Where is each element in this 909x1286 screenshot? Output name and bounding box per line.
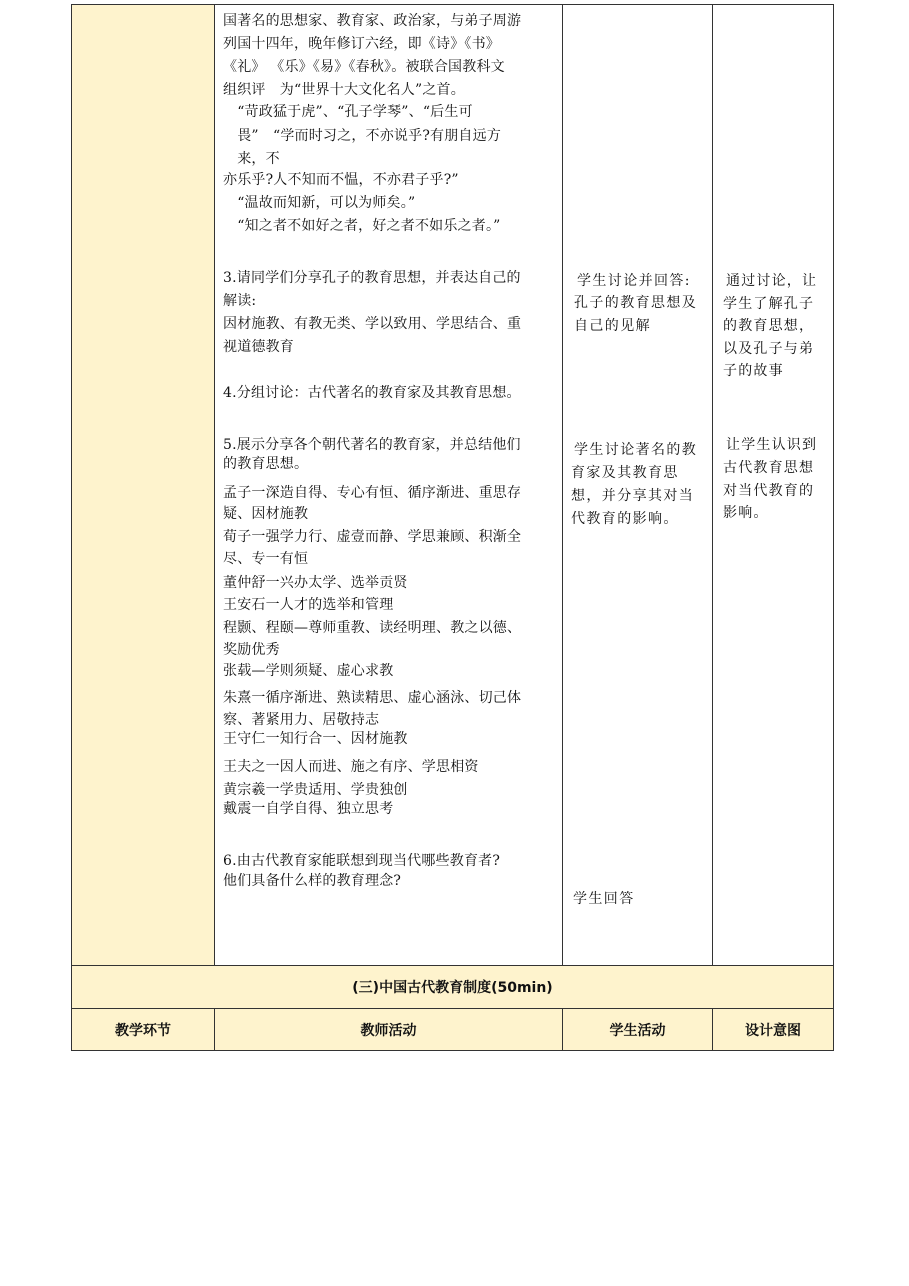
teacher-line: 程颢、程颐—尊师重教、读经明理、教之以德、: [223, 620, 522, 636]
teacher-line: 尽、专一有恒: [223, 551, 309, 567]
teacher-line: “温故而知新，可以为师矣。”: [223, 195, 416, 211]
teacher-line: 王守仁一知行合一、因材施教: [223, 731, 408, 747]
design-line: 以及孔子与弟: [723, 341, 815, 357]
teacher-line: “苛政猛于虎”、“孔子学琴”、“后生可: [223, 104, 473, 120]
teacher-line: 组织评 为“世界十大文化名人”之首。: [223, 82, 465, 98]
teacher-line: 畏” “学而时习之，不亦说乎?有朋自远方: [223, 128, 502, 144]
design-line: 让学生认识到: [726, 437, 818, 453]
design-intent-cell: [713, 5, 833, 965]
teacher-line: 奖励优秀: [223, 642, 280, 658]
teacher-line: 因材施教、有教无类、学以致用、学思结合、重: [223, 316, 522, 332]
design-line: 影响。: [723, 505, 769, 521]
header-design-intent: 设计意图: [745, 1022, 801, 1039]
teacher-line: 解读:: [223, 293, 257, 309]
student-line: 育家及其教育思: [571, 465, 679, 481]
student-line: 学生回答: [573, 891, 635, 907]
teacher-line: 察、著紧用力、居敬持志: [223, 712, 380, 728]
teacher-line: 荀子一强学力行、虚壹而静、学思兼顾、积渐全: [223, 529, 522, 545]
teacher-line: 列国十四年，晚年修订六经，即《诗》《书》: [223, 36, 500, 52]
design-line: 古代教育思想: [723, 460, 815, 476]
teacher-line: 戴震一自学自得、独立思考: [223, 801, 394, 817]
design-line: 的教育思想，: [723, 318, 815, 334]
teacher-line: 疑、因材施教: [223, 506, 309, 522]
student-line: 代教育的影响。: [571, 511, 679, 527]
design-line: 子的故事: [723, 363, 784, 379]
content-row: [71, 4, 834, 965]
student-line: 孔子的教育思想及: [574, 295, 698, 311]
teacher-activity-cell: [215, 5, 563, 965]
design-line: 对当代教育的: [723, 483, 815, 499]
teacher-line: 的教育思想。: [223, 456, 309, 472]
teacher-line: 朱熹一循序渐进、熟读精思、虚心涵泳、切己体: [223, 690, 522, 706]
teacher-line: 董仲舒一兴办太学、选举贡贤: [223, 575, 408, 591]
student-line: 学生讨论著名的教: [574, 442, 698, 458]
teacher-line: 国著名的思想家、教育家、政治家，与弟子周游: [223, 13, 522, 29]
section-title: (三)中国古代教育制度(50min): [352, 980, 553, 996]
design-line: 学生了解孔子: [723, 296, 815, 312]
teacher-line: 《礼》 《乐》《易》《春秋》。被联合国教科文: [223, 59, 505, 75]
design-line: 通过讨论，让: [726, 273, 818, 289]
teacher-line: 孟子一深造自得、专心有恒、循序渐进、重思存: [223, 485, 522, 501]
student-activity-cell: [563, 5, 713, 965]
teacher-line: 4.分组讨论：古代著名的教育家及其教育思想。: [223, 385, 521, 401]
student-line: 想，并分享其对当: [571, 488, 695, 504]
teacher-line: 6.由古代教育家能联想到现当代哪些教育者?: [223, 853, 501, 869]
teacher-line: 来，不: [223, 151, 280, 167]
header-teaching-stage: 教学环节: [72, 1009, 215, 1050]
teacher-line: 王夫之一因人而进、施之有序、学思相资: [223, 759, 479, 775]
section-title-row: [71, 965, 834, 1008]
teacher-line: 亦乐乎?人不知而不愠，不亦君子乎?”: [223, 172, 459, 188]
teacher-line: 3.请同学们分享孔子的教育思想，并表达自己的: [223, 270, 521, 286]
teacher-line: “知之者不如好之者，好之者不如乐之者。”: [223, 218, 501, 234]
teacher-line: 王安石一人才的选举和管理: [223, 597, 394, 613]
teacher-line: 他们具备什么样的教育理念?: [223, 873, 402, 889]
teacher-line: 张载—学则须疑、虚心求教: [223, 663, 394, 679]
student-line: 学生讨论并回答:: [577, 273, 691, 289]
teaching-stage-cell: [72, 5, 215, 965]
lesson-plan-table: [71, 4, 834, 1051]
teacher-line: 视道德教育: [223, 339, 294, 355]
teacher-line: 5.展示分享各个朝代著名的教育家，并总结他们: [223, 437, 521, 453]
teacher-line: 黄宗羲一学贵适用、学贵独创: [223, 782, 408, 798]
table-header-row: [71, 1008, 834, 1051]
student-line: 自己的见解: [574, 318, 651, 334]
header-student-activity: 学生活动: [563, 1009, 713, 1050]
header-teacher-activity: 教师活动: [215, 1009, 563, 1050]
